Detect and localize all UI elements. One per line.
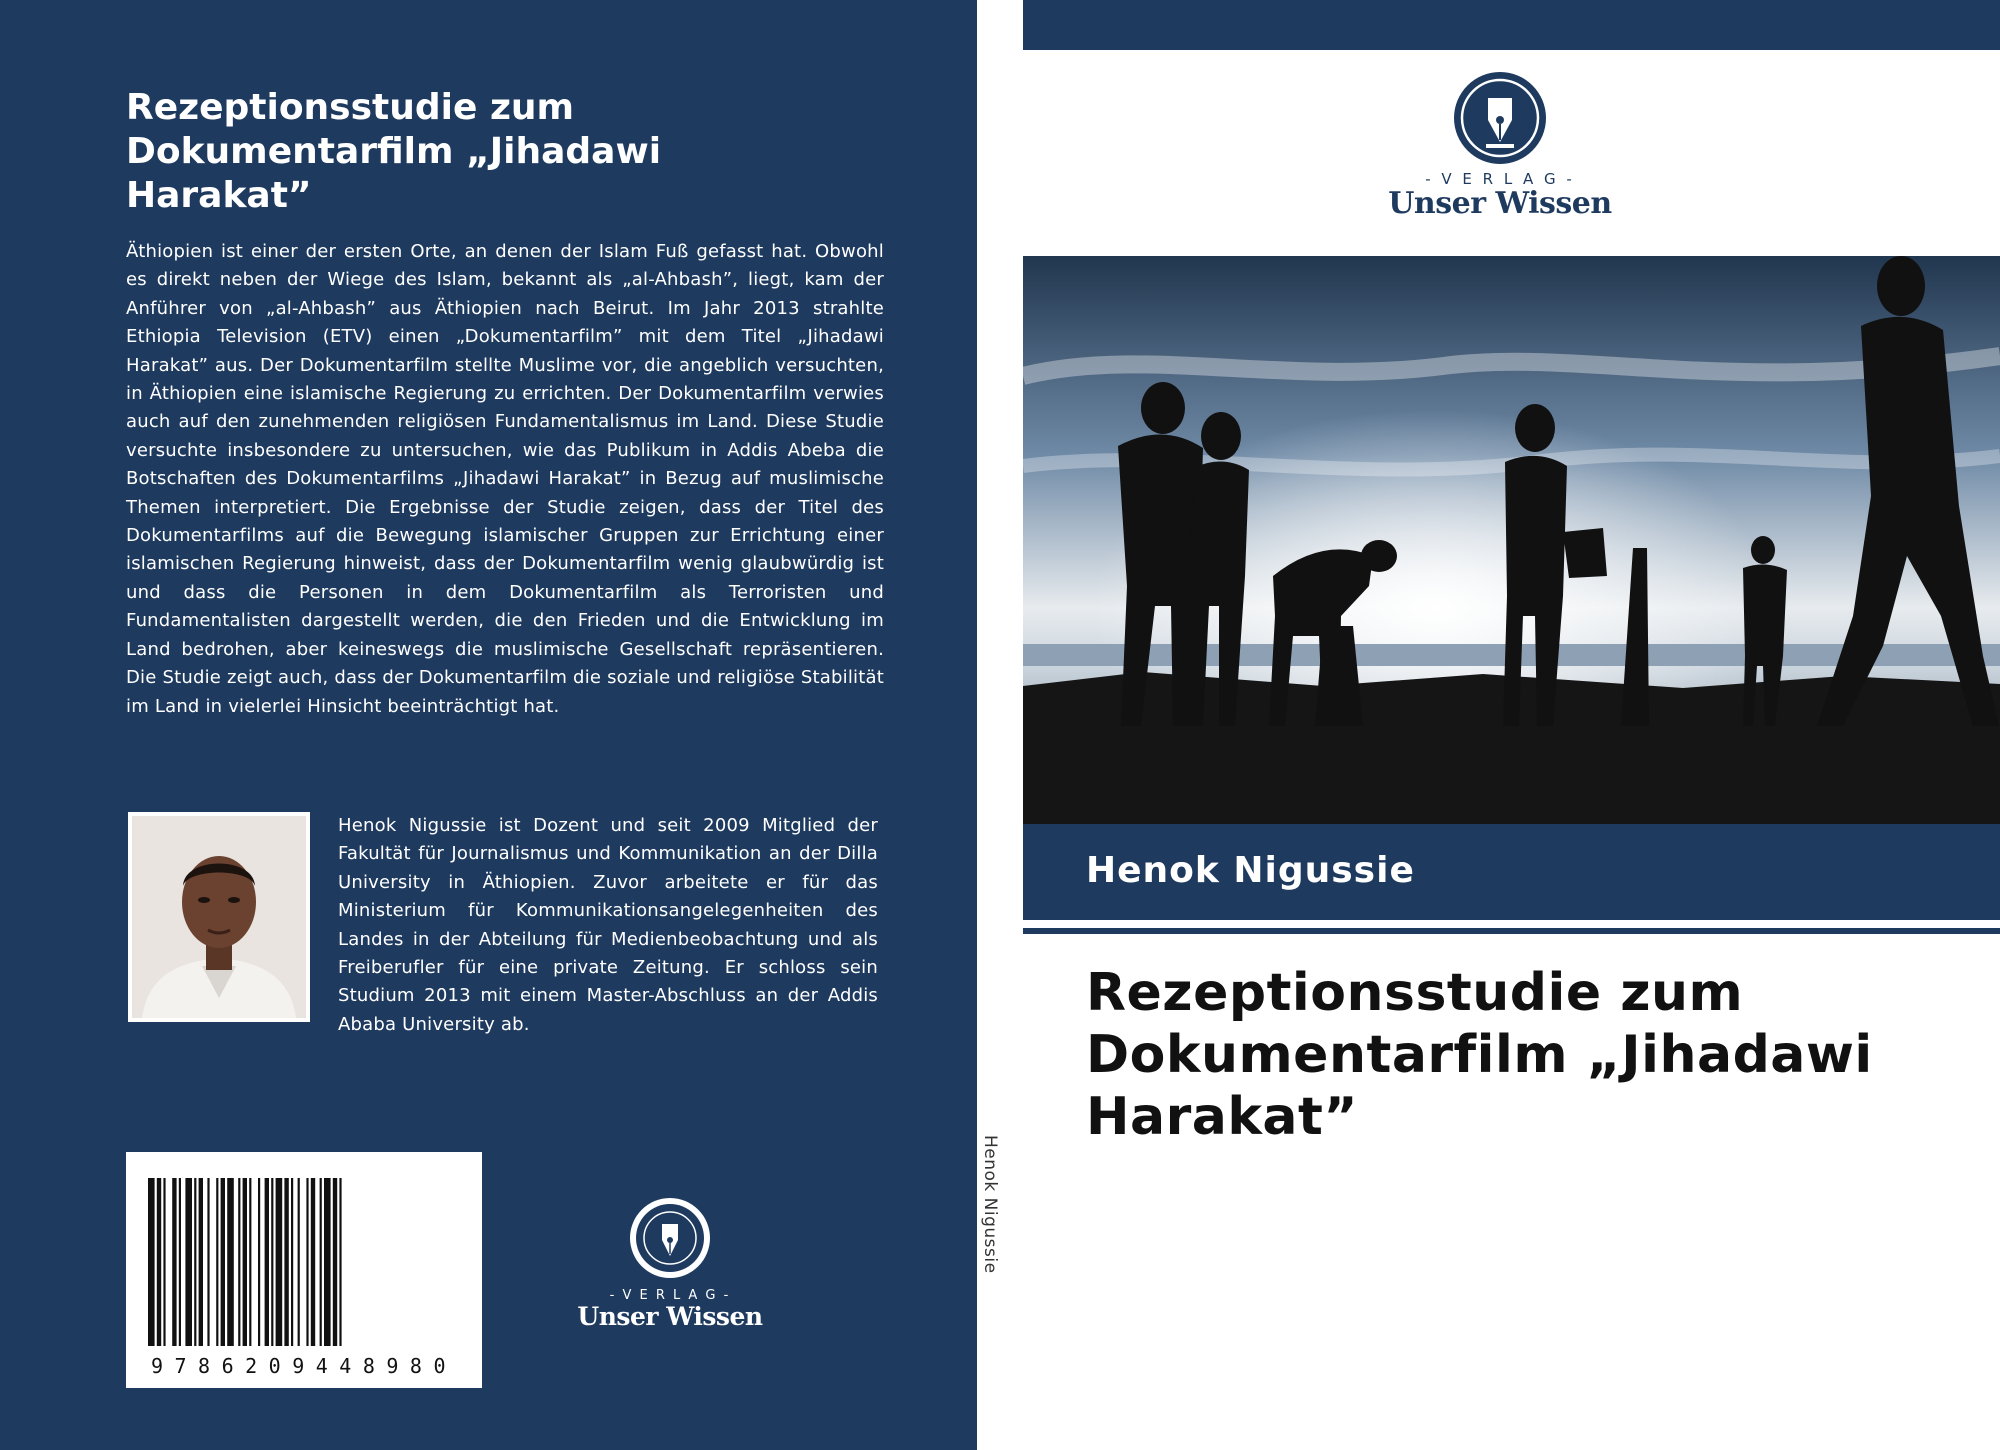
author-bio: Henok Nigussie ist Dozent und seit 2009 Mitglied der Fakultät für Journalismus und Kommunikation an der Dilla University in Äthiopien. Zuvor arbeitete er für das Ministerium für Kommunikationsangelegenheiten des Landes in der Abteilung für Medienbeobachtung und als Freiberufler für eine private Zeitung. Er schloss sein Studium 2013 mit einem Master-Abschluss an der Addis Ababa University ab. bbox=[338, 815, 878, 1035]
author-band bbox=[1023, 824, 2000, 920]
front-author-name: Henok Nigussie bbox=[1086, 850, 1415, 891]
front-publisher-logo bbox=[1380, 70, 1620, 220]
author-portrait bbox=[128, 812, 310, 1022]
front-publisher-name: Unser Wissen bbox=[1388, 186, 1612, 221]
front-publisher-label: - V E R L A G - bbox=[1425, 170, 1575, 188]
back-publisher-name: Unser Wissen bbox=[577, 1302, 763, 1331]
isbn-number: 9786209448980 bbox=[150, 1354, 458, 1378]
back-cover-blurb: Äthiopien ist einer der ersten Orte, an denen der Islam Fuß gefasst hat. Obwohl es direkt neben der Wiege des Islam, bekannt als „al-Ahbash”, liegt, kam der Anführer von „al-Ahbash” aus Äthiopien nach Beirut. Im Jahr 2013 strahlte Ethiopia Television (ETV) einen „Dokumentarfilm” mit dem Titel „Jihadawi Harakat” aus. Der Dokumentarfilm stellte Muslime vor, die angeblich versuchten, in Äthiopien eine islamische Regierung zu errichten. Der Dokumentarfilm verwies auch auf den zunehmenden religiösen Fundamentalismus im Land. Diese Studie versuchte insbesondere zu untersuchen, wie das Publikum in Addis Abeba die Botschaften des Dokumentarfilms „Jihadawi Harakat” in Bezug auf muslimische Themen interpretiert. Die Ergebnisse der Studie zeigen, dass der Titel des Dokumentarfilms auf die Bewegung islamischer Gruppen zur Errichtung einer islamischen Regierung hinweist, dass der Dokumentarfilm wenig glaubwürdig ist und dass die Personen in dem Dokumentarfilm als Terroristen und Fundamentalisten dargestellt werden, die den Frieden und die Entwicklung im Land bedrohen, aber keineswegs die muslimische Gesellschaft repräsentieren. Die Studie zeigt auch, dass der Dokumentarfilm die soziale und religiöse Stabilität im Land in vielerlei Hinsicht beeinträchtigt hat. bbox=[126, 241, 884, 717]
cover-photo-silhouettes bbox=[1023, 256, 2000, 824]
front-top-bar bbox=[1023, 0, 2000, 50]
front-cover-title: Rezeptionsstudie zum Dokumentarfilm „Jihadawi Harakat” bbox=[1086, 963, 1873, 1147]
back-cover-title: Rezeptionsstudie zum Dokumentarfilm „Jihadawi Harakat” bbox=[126, 87, 662, 216]
divider-line bbox=[1023, 928, 2000, 934]
spine-author: Henok Nigussie bbox=[980, 1135, 1000, 1274]
back-publisher-label: - V E R L A G - bbox=[609, 1288, 731, 1303]
isbn-barcode bbox=[126, 1152, 482, 1388]
back-cover bbox=[0, 0, 977, 1450]
back-publisher-logo bbox=[570, 1196, 770, 1331]
